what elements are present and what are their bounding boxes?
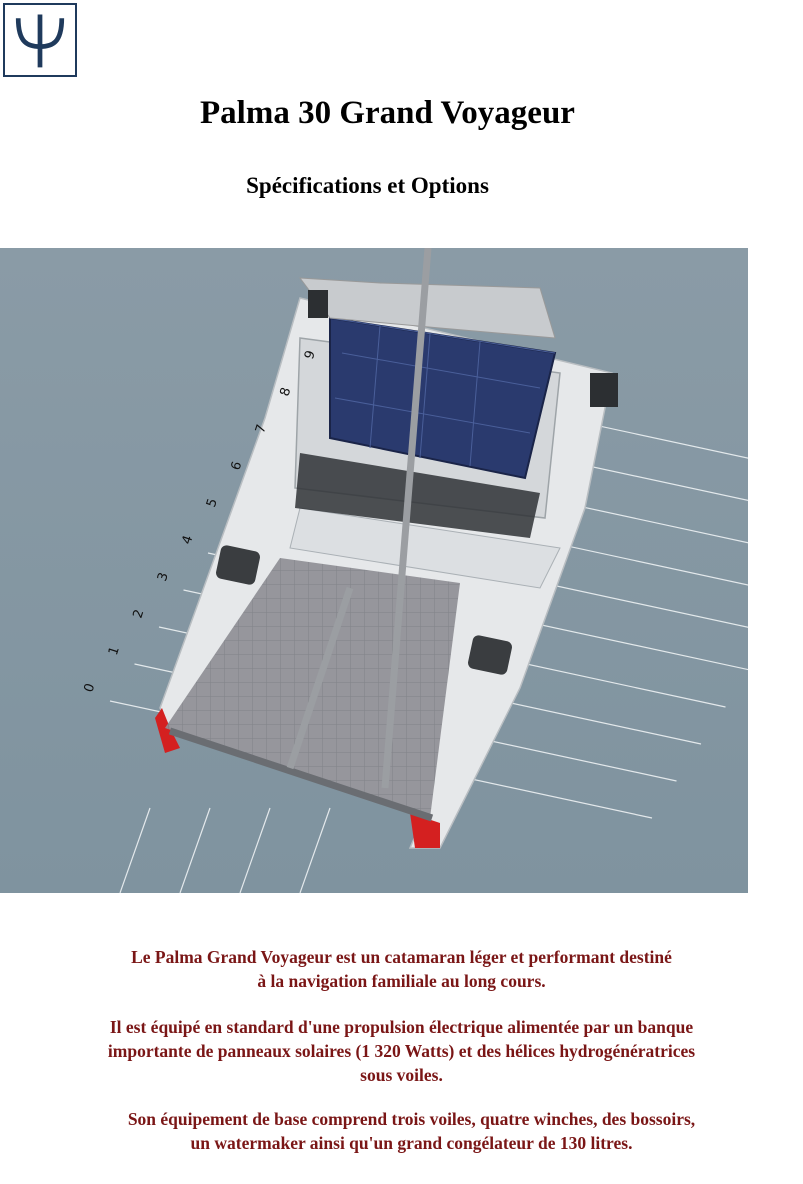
brand-logo <box>3 3 77 77</box>
station-mark-label: 8 <box>277 385 295 399</box>
station-mark-label: 2 <box>130 607 148 621</box>
page-title: Palma 30 Grand Voyageur <box>200 95 575 131</box>
text-line: importante de panneaux solaires (1 320 Watts) et des hélices hydrogénératrices <box>107 1041 696 1061</box>
station-mark-label: 6 <box>228 459 246 473</box>
station-mark-label: 4 <box>179 533 197 547</box>
station-mark-label: 0 <box>81 681 99 695</box>
equipment-paragraph <box>0 1107 803 1155</box>
intro-paragraph <box>0 945 803 993</box>
page-subtitle: Spécifications et Options <box>246 173 489 198</box>
station-mark-label: 5 <box>204 496 221 510</box>
psi-trident-icon <box>5 5 75 75</box>
catamaran-illustration <box>0 248 748 893</box>
propulsion-paragraph <box>0 1015 803 1087</box>
stern-seat-right <box>590 373 618 407</box>
stern-seat-left <box>308 290 328 318</box>
text-line: à la navigation familiale au long cours. <box>257 971 546 991</box>
catamaran-render-image <box>0 248 748 893</box>
text-line: Il est équipé en standard d'une propulsion électrique alimentée par un banque <box>109 1017 694 1037</box>
text-line: Son équipement de base comprend trois voiles, quatre winches, des bossoirs, <box>127 1109 696 1129</box>
station-mark-label: 3 <box>155 570 172 584</box>
text-line: sous voiles. <box>360 1065 443 1085</box>
text-line: Le Palma Grand Voyageur est un catamaran léger et performant destiné <box>131 947 672 967</box>
text-line: un watermaker ainsi qu'un grand congélateur de 130 litres. <box>190 1133 633 1153</box>
station-mark-label: 9 <box>302 348 319 362</box>
station-mark-label: 1 <box>106 644 123 658</box>
station-mark-label: 7 <box>253 422 270 436</box>
